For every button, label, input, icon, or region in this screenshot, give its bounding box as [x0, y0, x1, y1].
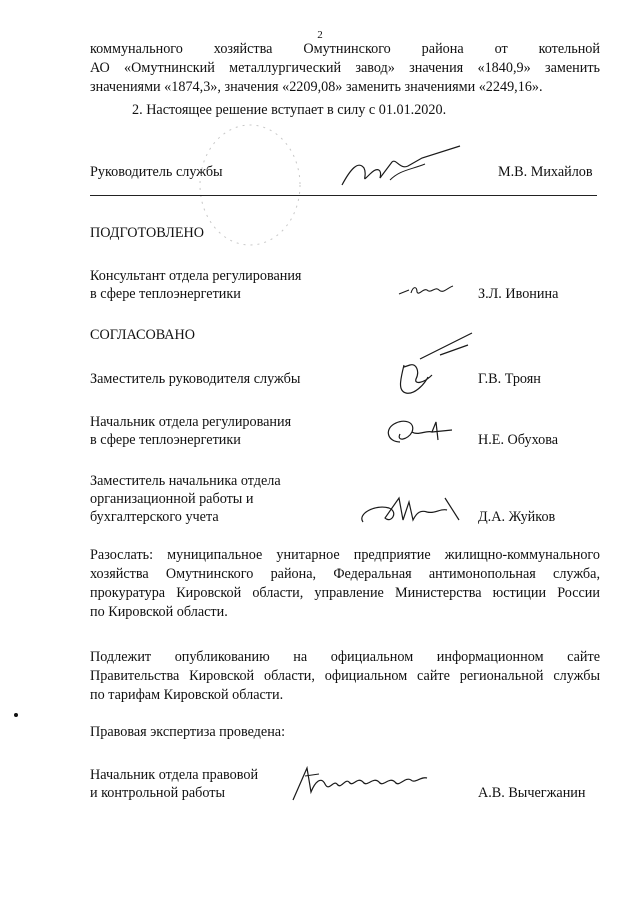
signer-title-line: Заместитель начальника отдела [90, 473, 281, 489]
publication-paragraph [90, 648, 600, 705]
page-number: 2 [317, 29, 323, 41]
paragraph-line: коммунального хозяйства Омутнинского района от котельной [90, 41, 600, 57]
prepared-heading: ПОДГОТОВЛЕНО [90, 225, 204, 241]
paragraph-line: Разослать: муниципальное унитарное предприятие жилищно-коммунального [90, 547, 600, 563]
item-2-text: 2. Настоящее решение вступает в силу с 01.01.2020. [132, 102, 447, 118]
signer-signature [380, 325, 480, 400]
prepared-name: З.Л. Ивонина [478, 286, 559, 302]
legal-signer-title-line: и контрольной работы [90, 785, 225, 801]
paragraph-line: по тарифам Кировской области. [90, 687, 284, 703]
distribution-paragraph [90, 546, 600, 622]
legal-review-text: Правовая экспертиза проведена: [90, 724, 286, 740]
stamp-faint [195, 120, 305, 250]
prepared-signature [395, 278, 470, 303]
paragraph-line: хозяйства Омутнинского района, Федеральная антимонопольная служба, [90, 566, 600, 582]
signer-signature [355, 492, 470, 532]
paragraph-line: прокуратура Кировской области, управление Министерства юстиции России [90, 585, 600, 601]
head-title: Руководитель службы [90, 164, 223, 180]
agreed-heading: СОГЛАСОВАНО [90, 327, 196, 343]
head-signature [330, 140, 470, 200]
paragraph-line: значениями «1874,3», значения «2209,08» заменить значениями «2249,16». [90, 79, 543, 95]
signer-title-line: Заместитель руководителя службы [90, 371, 301, 387]
signer-title-line: в сфере теплоэнергетики [90, 432, 241, 448]
prepared-title-line: Консультант отдела регулирования [90, 268, 302, 284]
head-name: М.В. Михайлов [498, 164, 593, 180]
signer-name: Н.Е. Обухова [478, 432, 559, 448]
prepared-title-line: в сфере теплоэнергетики [90, 286, 241, 302]
signer-title-line: организационной работы и [90, 491, 254, 507]
signer-name: Г.В. Троян [478, 371, 541, 387]
signer-signature [378, 412, 468, 452]
signer-title-line: Начальник отдела регулирования [90, 414, 292, 430]
paragraph-line: Правительства Кировской области, официальном сайте региональной службы [90, 668, 600, 684]
margin-dot [14, 713, 18, 717]
legal-signer-signature [285, 762, 445, 807]
signer-title-line: бухгалтерского учета [90, 509, 219, 525]
paragraph-line: Подлежит опубликованию на официальном информационном сайте [90, 649, 600, 665]
divider-line [90, 195, 597, 196]
paragraph-line: по Кировской области. [90, 604, 228, 620]
continuation-paragraph [90, 40, 600, 97]
signer-name: Д.А. Жуйков [478, 509, 556, 525]
legal-signer-title-line: Начальник отдела правовой [90, 767, 259, 783]
paragraph-line: АО «Омутнинский металлургический завод» значения «1840,9» заменить [90, 60, 600, 76]
legal-signer-name: А.В. Вычегжанин [478, 785, 586, 801]
